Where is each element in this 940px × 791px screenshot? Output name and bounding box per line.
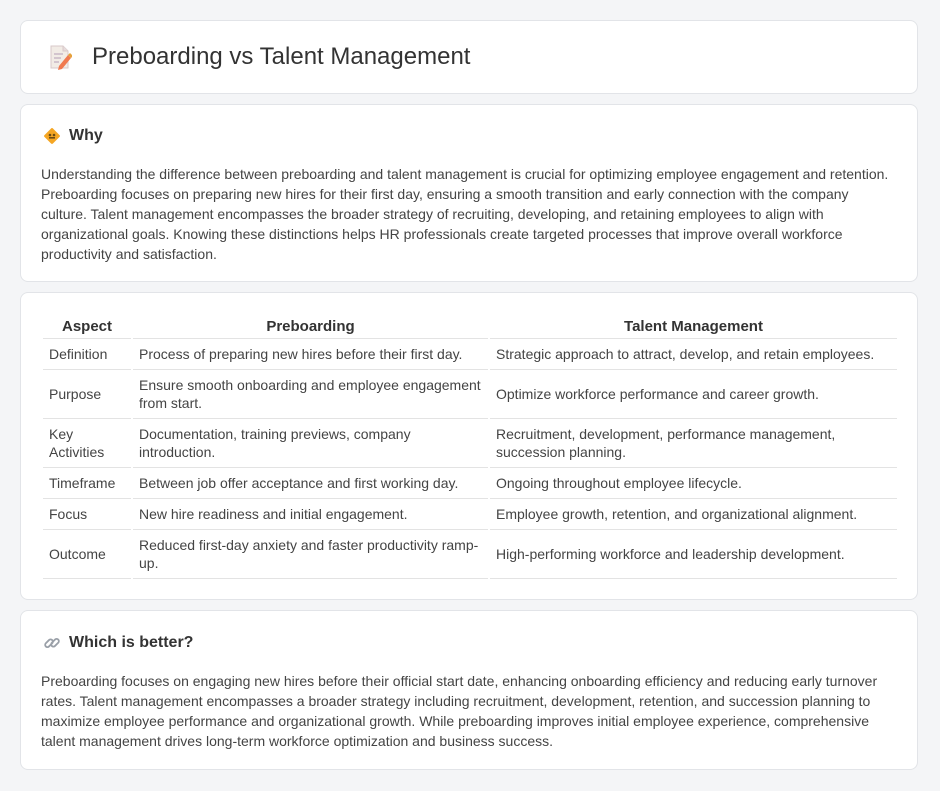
why-section <box>20 104 918 282</box>
table-row <box>43 499 897 530</box>
talent-management-cell: Optimize workforce performance and career growth. <box>490 370 897 419</box>
preboarding-cell: Reduced first-day anxiety and faster productivity ramp-up. <box>133 530 488 579</box>
talent-management-cell: Recruitment, development, performance management, succession planning. <box>490 419 897 468</box>
better-text: Preboarding focuses on engaging new hires before their official start date, enhancing onboarding efficiency and reducing early turnover rates. Talent management encompasses a broader strategy including recruitment, development, retention, and succession planning to maximize employee performance and organizational growth. While preboarding improves initial employee experience, comprehensive talent management drives long-term workforce optimization and business success. <box>41 673 878 749</box>
comparison-section <box>20 292 918 600</box>
why-text: Understanding the difference between preboarding and talent management is crucial for optimizing employee engagement and retention. Preboarding focuses on preparing new hires for their first day, ensuring a smooth transition and early connection with the company culture. Talent management encompasses the broader strategy of recruiting, developing, and retaining employees to align with organizational goals. Knowing these distinctions helps HR professionals create targeted processes that improve overall workforce productivity and satisfaction. <box>41 166 889 262</box>
title-card <box>20 20 918 94</box>
preboarding-cell: Documentation, training previews, company introduction. <box>133 419 488 468</box>
talent-management-cell: Employee growth, retention, and organizational alignment. <box>490 499 897 530</box>
preboarding-cell: Process of preparing new hires before their first day. <box>133 339 488 370</box>
why-heading-row <box>43 127 103 145</box>
header-talent-management: Talent Management <box>490 314 897 339</box>
why-heading: Why <box>69 127 103 144</box>
comparison-table <box>41 314 899 579</box>
which-is-better-section <box>20 610 918 770</box>
talent-management-cell: Strategic approach to attract, develop, and retain employees. <box>490 339 897 370</box>
preboarding-cell: New hire readiness and initial engagement. <box>133 499 488 530</box>
better-heading-row <box>43 634 193 652</box>
table-row <box>43 419 897 468</box>
table-row <box>43 339 897 370</box>
talent-management-cell: High-performing workforce and leadership development. <box>490 530 897 579</box>
table-row <box>43 530 897 579</box>
aspect-cell: Focus <box>43 499 131 530</box>
table-row <box>43 468 897 499</box>
aspect-cell: Definition <box>43 339 131 370</box>
title-row <box>48 43 470 71</box>
document-edit-icon <box>48 44 72 70</box>
talent-management-cell: Ongoing throughout employee lifecycle. <box>490 468 897 499</box>
aspect-cell: Purpose <box>43 370 131 419</box>
better-heading: Which is better? <box>69 634 194 651</box>
header-aspect: Aspect <box>43 314 131 339</box>
diamond-sign-icon <box>43 127 61 145</box>
preboarding-cell: Ensure smooth onboarding and employee engagement from start. <box>133 370 488 419</box>
aspect-cell: Timeframe <box>43 468 131 499</box>
page-title: Preboarding vs Talent Management <box>92 43 471 70</box>
header-preboarding: Preboarding <box>133 314 488 339</box>
link-icon <box>43 634 61 652</box>
table-header-row <box>43 314 897 339</box>
aspect-cell: Key Activities <box>43 419 131 468</box>
table-row <box>43 370 897 419</box>
preboarding-cell: Between job offer acceptance and first working day. <box>133 468 488 499</box>
aspect-cell: Outcome <box>43 530 131 579</box>
